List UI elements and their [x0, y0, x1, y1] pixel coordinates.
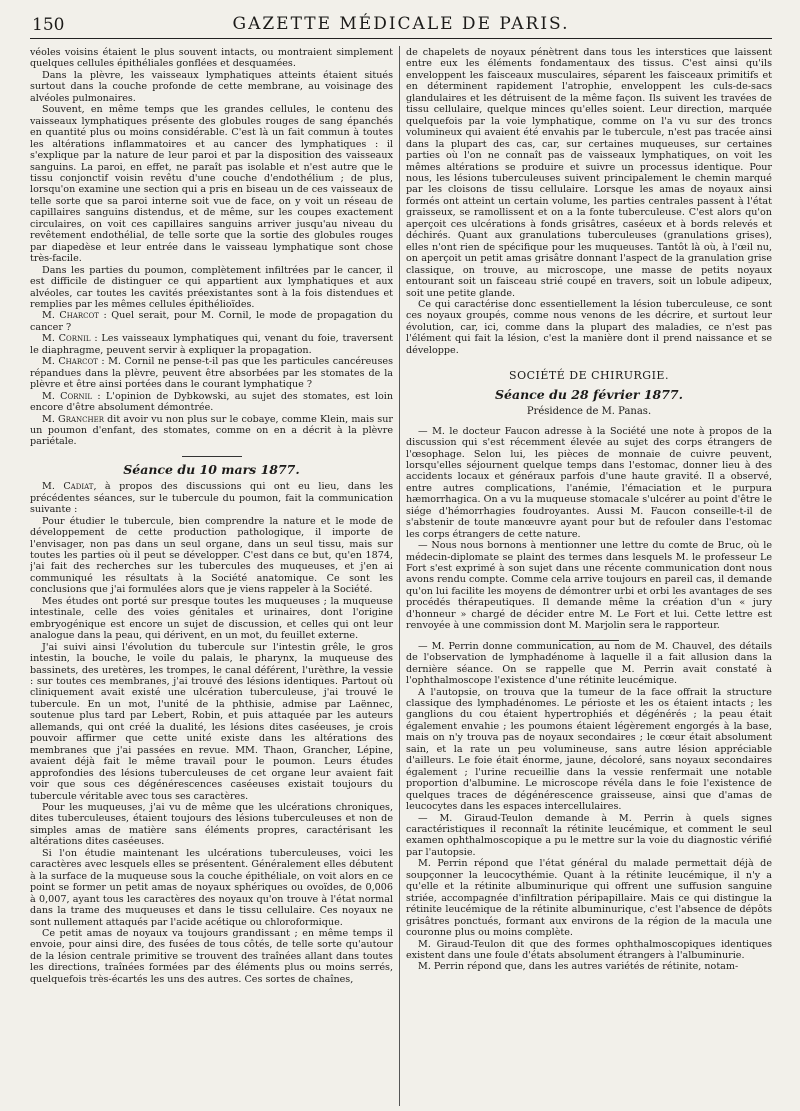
- paragraph: [30, 310, 393, 333]
- speaker-name: M. Charcot: [42, 310, 99, 322]
- column-divider: [399, 46, 400, 1106]
- paragraph: — M. Perrin donne communication, au nom de M. Chauvel, des détails de l'observation de lymphadénome à laquelle il a fait allusion dans la dernière séance. On se rappelle que M. Perrin avait constaté à l'ophthalmoscope l'existence d'une rétinite leucémique.: [406, 640, 772, 687]
- paragraph-text: : Les vaisseaux lymphatiques qui, venant du foie, traversent le diaphragme, peuvent servir à expliquer la propagation.: [30, 333, 393, 356]
- paragraph: A l'autopsie, on trouva que la tumeur de la face offrait la structure classique des lymphadénomes. Le périoste et les os étaient intacts ; les ganglions du cou étaient hypertrophiés et dégénérés ; la peau était également envahie ; les poumons étaient légèrement engorgés à la base, mais on n'y trouva pas de noyaux secondaires ; le cœur était absolument sain, et la rate un peu volumineuse, sans autre lésion appréciable d'ailleurs. Le foie était énorme, jaune, décoloré, sans noyaux secondaires également ; l'urine recueillie dans la vessie renfermait une notable proportion d'albumine. Le microscope révéla dans le foie l'existence de quelques traces de dégénérescence graisseuse, ainsi que d'amas de leucocytes dans les espaces intercellulaires.: [406, 686, 772, 813]
- paragraph: Dans les parties du poumon, complètement infiltrées par le cancer, il est difficile de distinguer ce qui appartient aux lymphatiques et aux alvéoles, car toutes les cavités préexistantes sont à la fois distendues et remplies par les mêmes cellules épithélioïdes.: [30, 264, 393, 310]
- paragraph: J'ai suivi ainsi l'évolution du tubercule sur l'intestin grêle, le gros intestin, la bouche, le voile du palais, le pharynx, la muqueuse des bassinets, des uretères, les trompes, le canal déférent, l'urèthre, la vessie : sur toutes ces membranes, j'ai trouvé des lésions identiques. Partout où cliniquement avait existé une ulcération tuberculeuse, j'ai trouvé le tubercule. En un mot, l'unité de la phthisie, admise par Laënnec, soutenue plus tard par Lebert, Robin, et puis attaquée par les auteurs allemands, qui ont créé la dualité, les lésions dites caséeuses, je crois pouvoir affirmer que cette unité existe dans les altérations des membranes que j'ai passées en revue. MM. Thaon, Grancher, Lépine, avaient déjà fait le même travail pour le poumon. Leurs études approfondies des lésions tuberculeuses de cet organe leur avaient fait voir que sous ces dégénérescences caséeuses existait toujours du tubercule véritable avec tous ses caractères.: [30, 641, 393, 802]
- paragraph: Ce qui caractérise donc essentiellement la lésion tuberculeuse, ce sont ces noyaux groupés, comme nous venons de les décrire, et surtout leur évolution, car, ici, comme dans la plupart des maladies, ce n'est pas l'élément qui fait la lésion, c'est la manière dont il prend naissance et se développe.: [406, 298, 772, 356]
- paragraph: véoles voisins étaient le plus souvent intacts, ou montraient simplement quelques cellules épithéliales gonflées et desquamées.: [30, 47, 393, 70]
- speaker-name: M. Charcot: [42, 356, 98, 368]
- paragraph: Dans la plèvre, les vaisseaux lymphatiques atteints étaient situés surtout dans la couche profonde de cette membrane, au voisinage des alvéoles pulmonaires.: [30, 69, 393, 104]
- paragraph: — M. le docteur Faucon adresse à la Société une note à propos de la discussion qui s'est récemment élevée au sujet des corps étrangers de l'œsophage. Selon lui, les pièces de monnaie de cuivre peuvent, lorsqu'elles séjournent quelque temps dans l'estomac, donner lieu à des accidents locaux et généraux parfois d'une haute gravité. Il a observé, entre autres complications, l'anémie, l'émaciation et le purpura hæmorrhagica. On a vu la muqueuse stomacale s'ulcérer au point d'être le siége d'hémorrhagies foudroyantes. Aussi M. Faucon conseille-t-il de s'abstenir de toute manœuvre ayant pour but de refouler dans l'estomac les corps étrangers de cette nature.: [406, 425, 772, 540]
- paragraph: Pour les muqueuses, j'ai vu de même que les ulcérations chroniques, dites tuberculeuses, étaient toujours des lésions tuberculeuses et non de simples amas de matière sans éléments propres, caractérisant les altérations dites caséeuses.: [30, 802, 393, 848]
- journal-title: GAZETTE MÉDICALE DE PARIS.: [232, 14, 570, 34]
- paragraph: [30, 356, 393, 390]
- paragraph: [30, 414, 393, 448]
- page-number: 150: [32, 15, 65, 35]
- paragraph: [30, 333, 393, 356]
- paragraph: M. Perrin répond que l'état général du malade permettait déjà de soupçonner la leucocythémie. Quant à la rétinite leucémique, il n'y a qu'elle et la rétinite albuminurique qui offrent une suffusion sanguine striée, accompagnée d'infiltration péripapillaire. Mais ce qui distingue la rétinite leucémique de la rétinite albuminurique, c'est l'absence de dépôts grisâtres ponctués, formant aux environs de la région de la macula une couronne plus ou moins complète.: [406, 858, 772, 939]
- paragraph: [30, 391, 393, 414]
- seance-heading: Séance du 28 février 1877.: [495, 386, 683, 402]
- paragraph: Mes études ont porté sur presque toutes les muqueuses ; la muqueuse intestinale, celle des voies génitales et urinaires, dont l'origine embryogénique est encore un sujet de discussion, et celles qui ont leur analogue dans la peau, qui dérivent, en un mot, du feuillet externe.: [30, 595, 393, 642]
- paragraph: — M. Giraud-Teulon demande à M. Perrin à quels signes caractéristiques il reconnaît la rétinite leucémique, et comment le seul examen ophthalmoscopique a pu le mettre sur la voie du diagnostic vérifié par l'autopsie.: [406, 812, 772, 858]
- left-column: [30, 47, 393, 1105]
- paragraph: Si l'on étudie maintenant les ulcérations tuberculeuses, voici les caractères avec lesquels elles se présentent. Généralement elles débutent à la surface de la muqueuse sous la couche épithéliale, on voit alors en ce point se former un petit amas de noyaux sphériques ou ovoïdes, de 0,006 à 0,007, ayant tous les caractères des noyaux qu'on trouve à l'état normal dans la trame des muqueuses et dans le tissu cellulaire. Ces noyaux ne sont nullement attaqués par l'acide acétique ou chloroformique.: [30, 847, 393, 928]
- paragraph: [30, 481, 393, 515]
- paragraph: M. Giraud-Teulon dit que des formes ophthalmoscopiques identiques existent dans une foule d'états absolument étrangers à l'albuminurie.: [406, 938, 772, 961]
- paragraph: — Nous nous bornons à mentionner une lettre du comte de Bruc, où le médecin-diplomate se plaint des termes dans lesquels M. le professeur Le Fort s'est exprimé à son sujet dans une récente communication dont nous avons rendu compte. Comme cela arrive toujours en pareil cas, il demande qu'on lui facilite les moyens de démontrer urbi et orbi les avantages de ses procédés thérapeutiques. Il demande même la création d'un « jury d'honneur » chargé de décider entre M. Le Fort et lui. Cette lettre est renvoyée à une commission dont M. Marjolin sera le rapporteur.: [406, 540, 772, 632]
- society-heading: SOCIÉTÉ DE CHIRURGIE.: [509, 369, 669, 383]
- paragraph-text: : L'opinion de Dybkowski, au sujet des stomates, est loin encore d'être absolument démontrée.: [30, 390, 393, 414]
- right-column: [406, 47, 772, 1105]
- paragraph: Ce petit amas de noyaux va toujours grandissant ; en même temps il envoie, pour ainsi dire, des fusées de tous côtés, de telle sorte qu'autour de la lésion centrale primitive se trouvent des traînées allant dans toutes les directions, traînées formées par des éléments plus ou moins serrés, quelquefois très-écartés les uns des autres. Ces sortes de chaînes,: [30, 927, 393, 985]
- section-rule: [182, 456, 242, 457]
- paragraph-text: : M. Cornil ne pense-t-il pas que les particules cancéreuses répandues dans la plèvre, peuvent être absorbées par les stomates de la plèvre et être ainsi portées dans le courant lymphatique ?: [30, 356, 393, 391]
- paragraph-text: dit avoir vu non plus sur le cobaye, comme Klein, mais sur un poumon d'enfant, des stomates, comme on en a décrit à la plèvre pariétale.: [30, 413, 393, 448]
- speaker-name: M. Cornil: [42, 390, 93, 402]
- seance-heading: Séance du 10 mars 1877.: [123, 461, 300, 477]
- paragraph: de chapelets de noyaux pénètrent dans tous les interstices que laissent entre eux les éléments fondamentaux des tissus. C'est ainsi qu'ils enveloppent les faisceaux musculaires, séparent les faisceaux primitifs et en déterminent rapidement l'atrophie, enveloppent les culs-de-sacs glandulaires et les détruisent de la même façon. Ils suivent les travées de tissu cellulaire, quelque minces qu'elles soient. Leur direction, marquée quelquefois par la voie lymphatique, comme on l'a vu sur des troncs volumineux qui avaient été envahis par le tubercule, n'est pas tracée ainsi dans la plupart des cas, car, sur certaines muqueuses, sur certaines parties où l'on ne connaît pas de vaisseaux lymphatiques, on voit les mêmes altérations se produire et suivre un processus identique. Pour nous, les lésions tuberculeuses suivent principalement le chemin marqué par les cloisons de tissu cellulaire. Lorsque les amas de noyaux ainsi formés ont atteint un certain volume, les parties centrales passent à l'état graisseux, se ramollissent et on a la fonte tuberculeuse. C'est alors qu'on aperçoit ces ulcérations à fonds grisâtres, caséeux et à bords relevés et déchirés. Quant aux granulations tuberculeuses (granulations grises), elles n'ont rien de spécifique pour les muqueuses. Tantôt là où, à l'œil nu, on aperçoit un petit amas grisâtre donnant l'aspect de la granulation grise classique, on trouve, au microscope, une masse de petits noyaux entourant soit un faisceau strié coupé en travers, soit un lobule adipeux, soit une petite glande.: [406, 47, 772, 299]
- paragraph-text: : Quel serait, pour M. Cornil, le mode de propagation du cancer ?: [30, 310, 393, 333]
- speaker-name: M. Grancher: [42, 413, 104, 425]
- presidence-line: Présidence de M. Panas.: [526, 406, 652, 418]
- paragraph: M. Perrin répond que, dans les autres variétés de rétinite, notam-: [418, 961, 739, 973]
- paragraph: Souvent, en même temps que les grandes cellules, le contenu des vaisseaux lymphatiques présente des globules rouges de sang épanchés en quantité plus ou moins considérable. C'est là un fait commun à toutes les altérations inflammatoires et au cancer des lymphatiques : il s'explique par la nature de leur paroi et par la disposition des vaisseaux sanguins. La paroi, en effet, ne paraît pas isolable et n'est autre que le tissu conjonctif voisin revêtu d'une couche d'endothélium ; de plus, lorsqu'on examine une section qui a pris en biseau un de ces vaisseaux de telle sorte que sa paroi interne soit vue de face, on y voit un réseau de capillaires sanguins distendus, et de même, sur les coupes exactement circulaires, on voit ces capillaires sanguins arriver jusqu'au niveau du revêtement endothélial, de telle sorte que la sortie des globules rouges par diapedèse et leur entrée dans le vaisseau lymphatique sont chose très-facile.: [30, 104, 393, 265]
- page-header: [30, 12, 772, 39]
- speaker-name: M. Cadiat: [42, 481, 94, 493]
- paragraph-text: , à propos des discussions qui ont eu lieu, dans les précédentes séances, sur le tubercule du poumon, fait la communication suivante :: [30, 481, 393, 516]
- speaker-name: M. Cornil: [42, 333, 91, 345]
- paragraph: Pour étudier le tubercule, bien comprendre la nature et le mode de développement de cette production pathologique, il importe de l'envisager, non pas dans un seul organe, dans un seul tissu, mais sur toutes les parties où il peut se développer. C'est dans ce but, qu'en 1874, j'ai fait des recherches sur les tubercules des muqueuses, et j'en ai communiqué les résultats à la Société anatomique. Ce sont les conclusions que j'ai formulées alors que je viens rappeler à la Société.: [30, 515, 393, 596]
